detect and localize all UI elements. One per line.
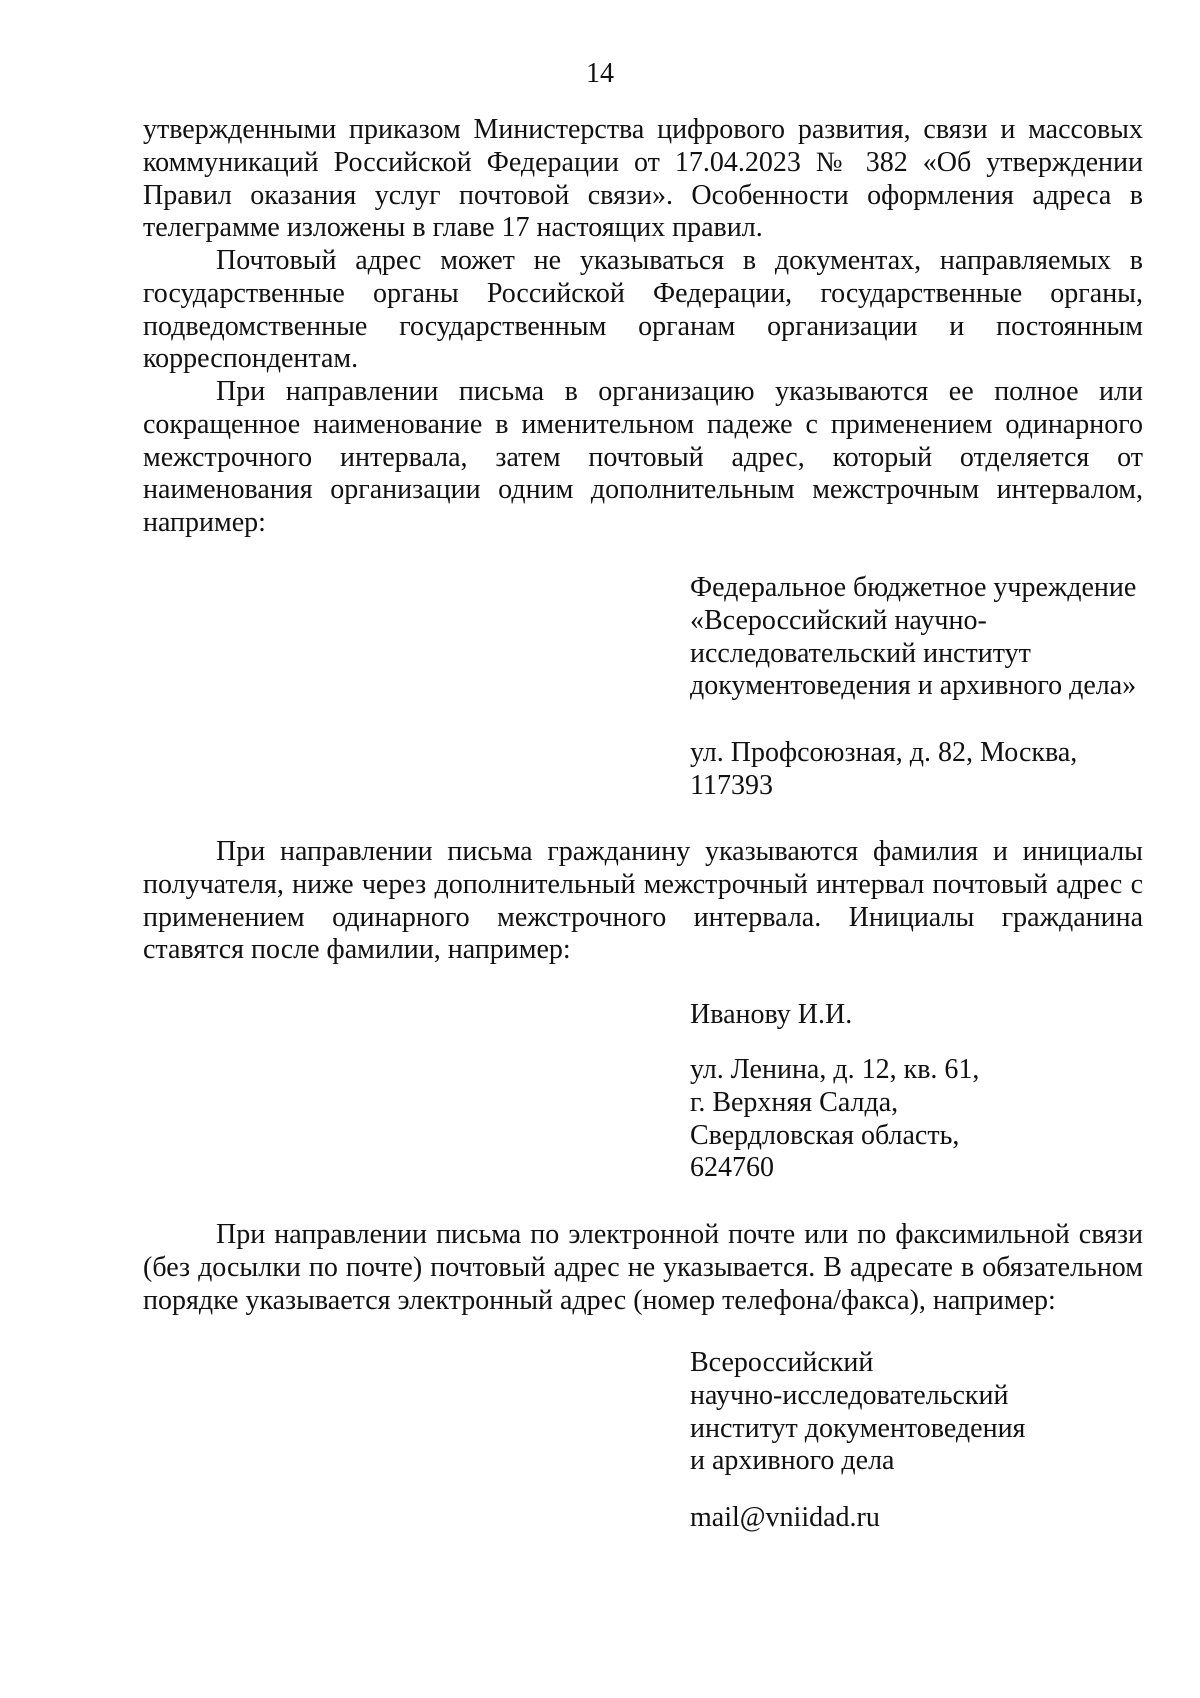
address-line: «Всероссийский научно- [690,604,987,636]
example-citizen-name [690,999,1160,1032]
address-line: ул. Ленина, д. 12, кв. 61, [690,1054,980,1085]
address-line: ул. Профсоюзная, д. 82, Москва, [690,737,1078,768]
example-citizen-address [690,1054,1160,1185]
address-line: исследовательский институт [690,637,1031,669]
address-line: г. Верхняя Салда, [690,1086,899,1118]
paragraph-continuation: утвержденными приказом Министерства цифрового развития, связи и массовых коммуникаций Российской Федерации от 17.04.2023 № 382 «Об утверждении Правил оказания услуг почтовой связи». Особенности оформления адреса в телеграмме изложены в главе 17 настоящих правил. [143,114,1143,244]
address-line: Свердловская область, [690,1119,960,1151]
example-email-address [690,1502,1160,1535]
address-line: институт документоведения [690,1412,1026,1444]
example-organization-address [690,737,1160,803]
example-organization-name [690,572,1160,703]
paragraph-email-fax-addressing: При направлении письма по электронной почте или по факсимильной связи (без досылки по почте) почтовый адрес не указывается. В адресате в обязательном порядке указывается электронный адрес (номер телефона/факса), например: [143,1219,1143,1316]
recipient-name: Иванову И.И. [690,999,853,1030]
paragraph-organization-addressing: При направлении письма в организацию указываются ее полное или сокращенное наименование в именительном падеже с применением одинарного межстрочного интервала, затем почтовый адрес, который отделяется от наименования организации одним дополнительным межстрочным интервалом, например: [143,376,1143,539]
address-line: документоведения и архивного дела» [690,670,1137,702]
address-line: Всероссийский [690,1347,874,1378]
address-line: 117393 [690,769,773,801]
example-email-recipient-name [690,1347,1160,1478]
address-line: и архивного дела [690,1445,895,1477]
page-number: 14 [586,58,614,89]
email-address: mail@vniidad.ru [690,1502,880,1533]
paragraph-citizen-addressing: При направлении письма гражданину указываются фамилия и инициалы получателя, ниже через дополнительный межстрочный интервал почтовый адрес с применением одинарного межстрочного интервала. Инициалы гражданина ставятся после фамилии, например: [143,836,1143,966]
address-line: научно-исследовательский [690,1379,1009,1411]
address-line: 624760 [690,1152,774,1184]
address-line: Федеральное бюджетное учреждение [690,572,1137,603]
paragraph-postal-address-omission: Почтовый адрес может не указываться в документах, направляемых в государственные органы Российской Федерации, государственные органы, подведомственные государственным органам организации и постоянным корреспондентам. [143,245,1143,375]
